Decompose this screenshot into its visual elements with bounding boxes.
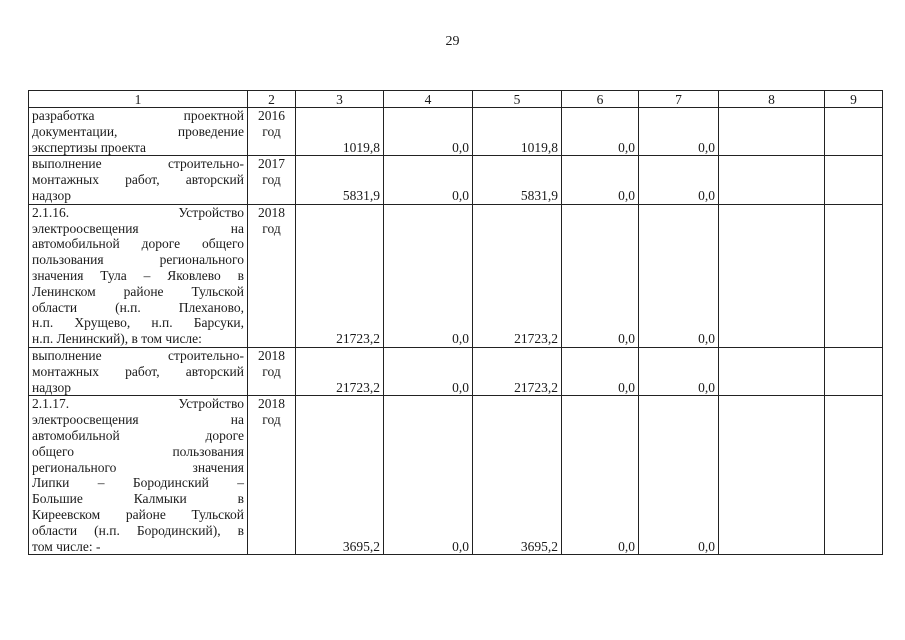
cell-c9 [825,204,883,347]
table-row [29,108,883,156]
description-line: надзор [32,187,72,203]
row-description [29,396,248,555]
row-description [29,156,248,204]
cell-c8 [719,347,825,395]
description-line: н.п. Хрущево, н.п. Барсуки, [32,315,244,331]
cell-c3: 1019,8 [296,108,384,156]
column-header-8: 8 [719,91,825,108]
description-line: пользования регионального [32,252,244,268]
cell-c5: 21723,2 [473,204,562,347]
year-value: 2016 [258,108,285,123]
row-description [29,108,248,156]
description-line: надзор [32,379,72,395]
cell-c9 [825,396,883,555]
description-line: Киреевском районе Тульской [32,506,244,522]
description-line: области (н.п. Бородинский), в [32,522,244,538]
row-year [248,396,296,555]
cell-c5: 21723,2 [473,347,562,395]
row-year [248,347,296,395]
column-header-3: 3 [296,91,384,108]
cell-c3: 3695,2 [296,396,384,555]
header-row [29,91,883,108]
description-line: выполнение строительно- [32,156,244,172]
column-header-2: 2 [248,91,296,108]
table-row [29,156,883,204]
cell-c9 [825,156,883,204]
cell-c4: 0,0 [384,347,473,395]
description-line: н.п. Ленинский), в том числе: [32,331,202,347]
cell-c7: 0,0 [639,204,719,347]
description-line: Ленинском районе Тульской [32,283,244,299]
year-unit: год [262,363,281,379]
description-line: Липки – Бородинский – [32,475,244,491]
row-description [29,204,248,347]
table-row [29,396,883,555]
cell-c6: 0,0 [562,396,639,555]
column-header-9: 9 [825,91,883,108]
cell-c6: 0,0 [562,347,639,395]
cell-c6: 0,0 [562,156,639,204]
year-unit: год [262,220,281,236]
description-line: области (н.п. Плеханово, [32,299,244,315]
column-header-7: 7 [639,91,719,108]
cell-c3: 21723,2 [296,347,384,395]
cell-c5: 1019,8 [473,108,562,156]
description-line: экспертизы проекта [32,139,147,155]
cell-c8 [719,396,825,555]
column-header-5: 5 [473,91,562,108]
year-value: 2018 [258,204,285,220]
cell-c8 [719,204,825,347]
cell-c4: 0,0 [384,108,473,156]
description-line: Большие Калмыки в [32,491,244,507]
year-value: 2018 [258,347,285,363]
budget-table [28,90,883,555]
description-line: значения Тула – Яковлево в [32,267,244,283]
description-line: электроосвещения на [32,412,244,428]
description-line: 2.1.17. Устройство [32,396,244,412]
cell-c4: 0,0 [384,156,473,204]
row-year [248,156,296,204]
column-header-4: 4 [384,91,473,108]
row-description [29,347,248,395]
cell-c8 [719,108,825,156]
cell-c6: 0,0 [562,204,639,347]
description-line: автомобильной дороге [32,427,244,443]
description-line: регионального значения [32,459,244,475]
cell-c9 [825,108,883,156]
year-unit: год [262,123,281,139]
description-line: электроосвещения на [32,220,244,236]
row-year [248,108,296,156]
description-line: том числе: - [32,538,101,554]
row-year [248,204,296,347]
cell-c8 [719,156,825,204]
description-line: выполнение строительно- [32,347,244,363]
description-line: 2.1.16. Устройство [32,204,244,220]
cell-c5: 3695,2 [473,396,562,555]
cell-c6: 0,0 [562,108,639,156]
description-line: монтажных работ, авторский [32,363,244,379]
cell-c3: 21723,2 [296,204,384,347]
year-value: 2017 [258,156,285,172]
year-value: 2018 [258,396,285,412]
cell-c7: 0,0 [639,396,719,555]
cell-c7: 0,0 [639,156,719,204]
page-number: 29 [445,34,460,49]
year-unit: год [262,172,281,188]
column-header-1: 1 [29,91,248,108]
cell-c7: 0,0 [639,108,719,156]
description-line: монтажных работ, авторский [32,172,244,188]
table-row [29,204,883,347]
year-unit: год [262,412,281,428]
description-line: разработка проектной [32,108,244,123]
cell-c4: 0,0 [384,396,473,555]
table-row [29,347,883,395]
cell-c5: 5831,9 [473,156,562,204]
table-body [29,108,883,555]
cell-c9 [825,347,883,395]
description-line: общего пользования [32,443,244,459]
cell-c3: 5831,9 [296,156,384,204]
description-line: автомобильной дороге общего [32,236,244,252]
cell-c4: 0,0 [384,204,473,347]
cell-c7: 0,0 [639,347,719,395]
description-line: документации, проведение [32,123,244,139]
column-header-6: 6 [562,91,639,108]
